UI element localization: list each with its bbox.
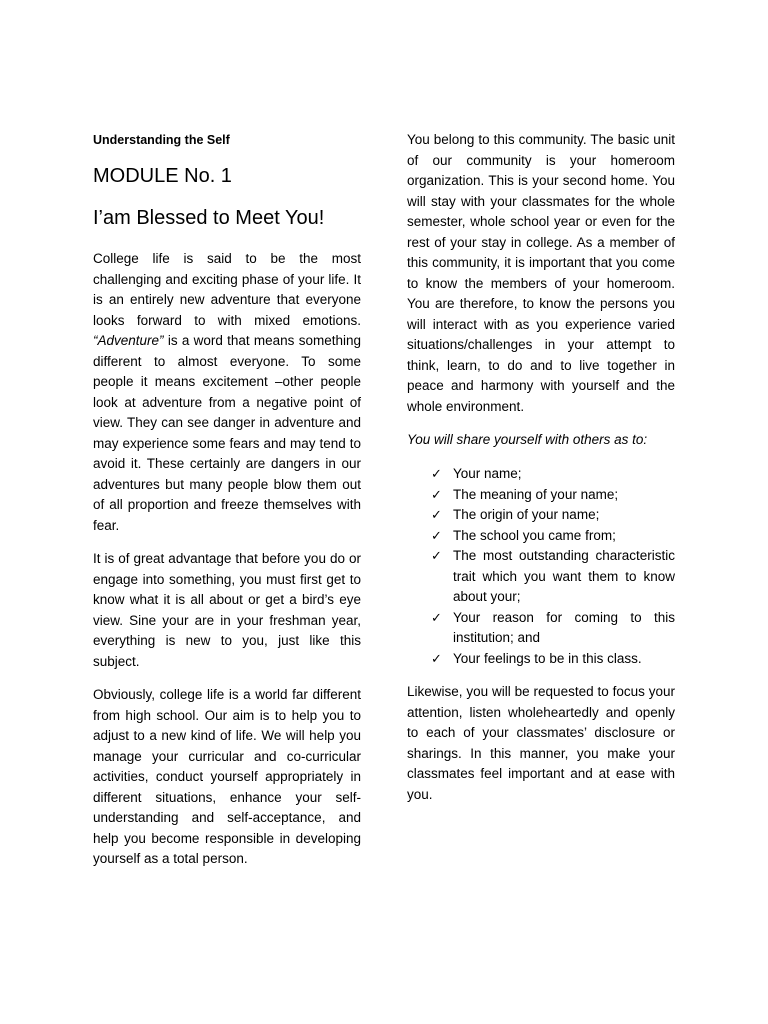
check-icon: ✓ — [431, 527, 442, 543]
paragraph-community: You belong to this community. The basic unit of our community is your homeroom organization. This is your second home. You will stay with your classmates for the whole semester, whole school year or even for the rest of your stay in college. As a member of this community, it is important that you come to know the members of your homeroom. You are therefore, to know the persons you will interact with as you experience varied situations/challenges in your attempt to think, learn, to do and to live together in peace and harmony with yourself and the whole environment. — [407, 132, 675, 414]
list-item — [407, 526, 675, 547]
paragraph-aim: Obviously, college life is a world far different from high school. Our aim is to help you to adjust to a new kind of life. We will help you manage your curricular and co-curricular activities, conduct yourself appropriately in different situations, enhance your self-understanding and self-acceptance, and help you become responsible in developing yourself as a total person. — [93, 687, 361, 866]
module-title: I’am Blessed to Meet You! — [93, 207, 325, 229]
paragraph-text: College life is said to be the most challenging and exciting phase of your life. It is an entirely new adventure that everyone looks forward to with mixed emotions. — [93, 251, 361, 328]
list-item-text: Your feelings to be in this class. — [453, 650, 642, 666]
list-item-text: Your reason for coming to this institution; and — [453, 609, 675, 645]
check-icon: ✓ — [431, 507, 442, 522]
paragraph-college-life — [93, 249, 361, 536]
paragraph-advantage: It is of great advantage that before you do or engage into something, you must first get to know what it is all about or get a bird’s eye view. Sine your are in your freshman year, everything is new to you, just like this subject. — [93, 551, 361, 669]
checklist — [407, 464, 675, 669]
right-column — [407, 128, 675, 805]
module-number: MODULE No. 1 — [93, 165, 232, 187]
check-icon: ✓ — [431, 466, 442, 481]
list-item-text: The school you came from; — [453, 527, 616, 543]
list-item — [407, 485, 675, 506]
list-item-text: The most outstanding characteristic trait which you want them to know about your; — [453, 548, 675, 604]
list-item — [407, 608, 675, 649]
list-item — [407, 464, 675, 485]
list-item-text: The meaning of your name; — [453, 486, 619, 502]
check-icon: ✓ — [431, 609, 442, 625]
list-item — [407, 546, 675, 608]
list-item — [407, 649, 675, 670]
paragraph-text: is a word that means something different to almost everyone. To some people it means excitement –other people look at adventure from a negative point of view. They can see danger in adventure and may experience some fears and may tend to avoid it. These certainly are dangers in our adventures but many people blow them out of all proportion and freeze themselves with fear. — [93, 333, 361, 533]
subject-heading: Understanding the Self — [93, 133, 230, 147]
check-icon: ✓ — [431, 548, 442, 563]
emphasized-word: “Adventure” — [93, 333, 164, 348]
share-intro: You will share yourself with others as to: — [407, 432, 648, 447]
list-item — [407, 505, 675, 526]
list-item-text: The origin of your name; — [453, 507, 600, 522]
list-item-text: Your name; — [453, 466, 522, 481]
check-icon: ✓ — [431, 650, 442, 666]
left-column — [93, 128, 361, 870]
paragraph-likewise: Likewise, you will be requested to focus your attention, listen wholeheartedly and openly to each of your classmates’ disclosure or sharings. In this manner, you make your classmates feel important and at ease with you. — [407, 684, 675, 802]
check-icon: ✓ — [431, 486, 442, 502]
